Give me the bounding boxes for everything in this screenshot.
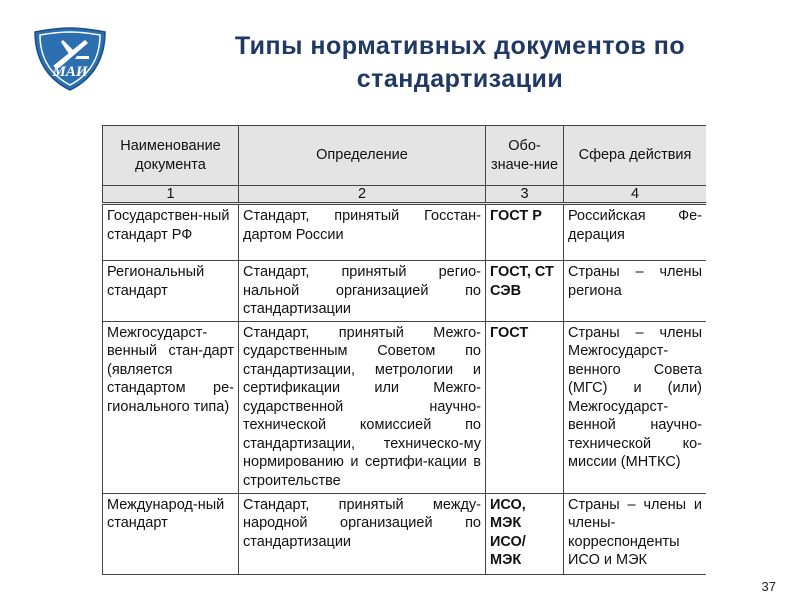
- cell-name: Межгосударст-венный стан-дарт (является стандартом ре-гионального типа): [103, 321, 239, 493]
- cell-scope: Страны – члены и члены-корреспонденты ИСО и МЭК: [564, 493, 707, 574]
- cell-scope: Страны – члены региона: [564, 261, 707, 322]
- table-row: [103, 261, 707, 322]
- header-scope: Сфера действия: [564, 126, 707, 186]
- column-number: 3: [486, 186, 564, 204]
- cell-definition: Стандарт, принятый между-народной организацией по стандартизации: [239, 493, 486, 574]
- cell-definition: Стандарт, принятый Межго-сударственным Советом по стандартизации, метрологии и сертификации или Межго-сударственной научно-технической комиссией по стандартизации, техническо-му нормированию и сертифи-кации в строительстве: [239, 321, 486, 493]
- table-row: [103, 321, 707, 493]
- header-name: Наименование документа: [103, 126, 239, 186]
- standards-table: [102, 125, 706, 575]
- column-number: 1: [103, 186, 239, 204]
- cell-name: Международ-ный стандарт: [103, 493, 239, 574]
- mai-emblem-icon: [33, 26, 107, 92]
- page-number: 37: [761, 579, 776, 594]
- cell-definition: Стандарт, принятый регио-нальной организацией по стандартизации: [239, 261, 486, 322]
- cell-definition: Стандарт, принятый Госстан-дартом России: [239, 204, 486, 261]
- cell-designation: ГОСТ: [486, 321, 564, 493]
- mai-logo: [33, 26, 107, 92]
- table-row: [103, 493, 707, 574]
- cell-scope: Российская Фе-дерация: [564, 204, 707, 261]
- cell-name: Государствен-ный стандарт РФ: [103, 204, 239, 261]
- cell-scope: Страны – члены Межгосударст-венного Совета (МГС) и (или) Межгосударст-венной научно-технической ко-миссии (МНТКС): [564, 321, 707, 493]
- cell-designation: ИСО, МЭК ИСО/ МЭК: [486, 493, 564, 574]
- column-number: 2: [239, 186, 486, 204]
- cell-designation: ГОСТ, СТ СЭВ: [486, 261, 564, 322]
- standards-table-container: [102, 125, 706, 577]
- column-number: 4: [564, 186, 707, 204]
- column-number-row: [103, 186, 707, 204]
- table-row: [103, 204, 707, 261]
- table-header-row: [103, 126, 707, 186]
- header-definition: Определение: [239, 126, 486, 186]
- page-title: Типы нормативных документов по стандартизации: [234, 32, 686, 93]
- cell-name: Региональный стандарт: [103, 261, 239, 322]
- header-designation: Обо-значе-ние: [486, 126, 564, 186]
- cell-designation: ГОСТ Р: [486, 204, 564, 261]
- logo-text: МАИ: [52, 64, 88, 80]
